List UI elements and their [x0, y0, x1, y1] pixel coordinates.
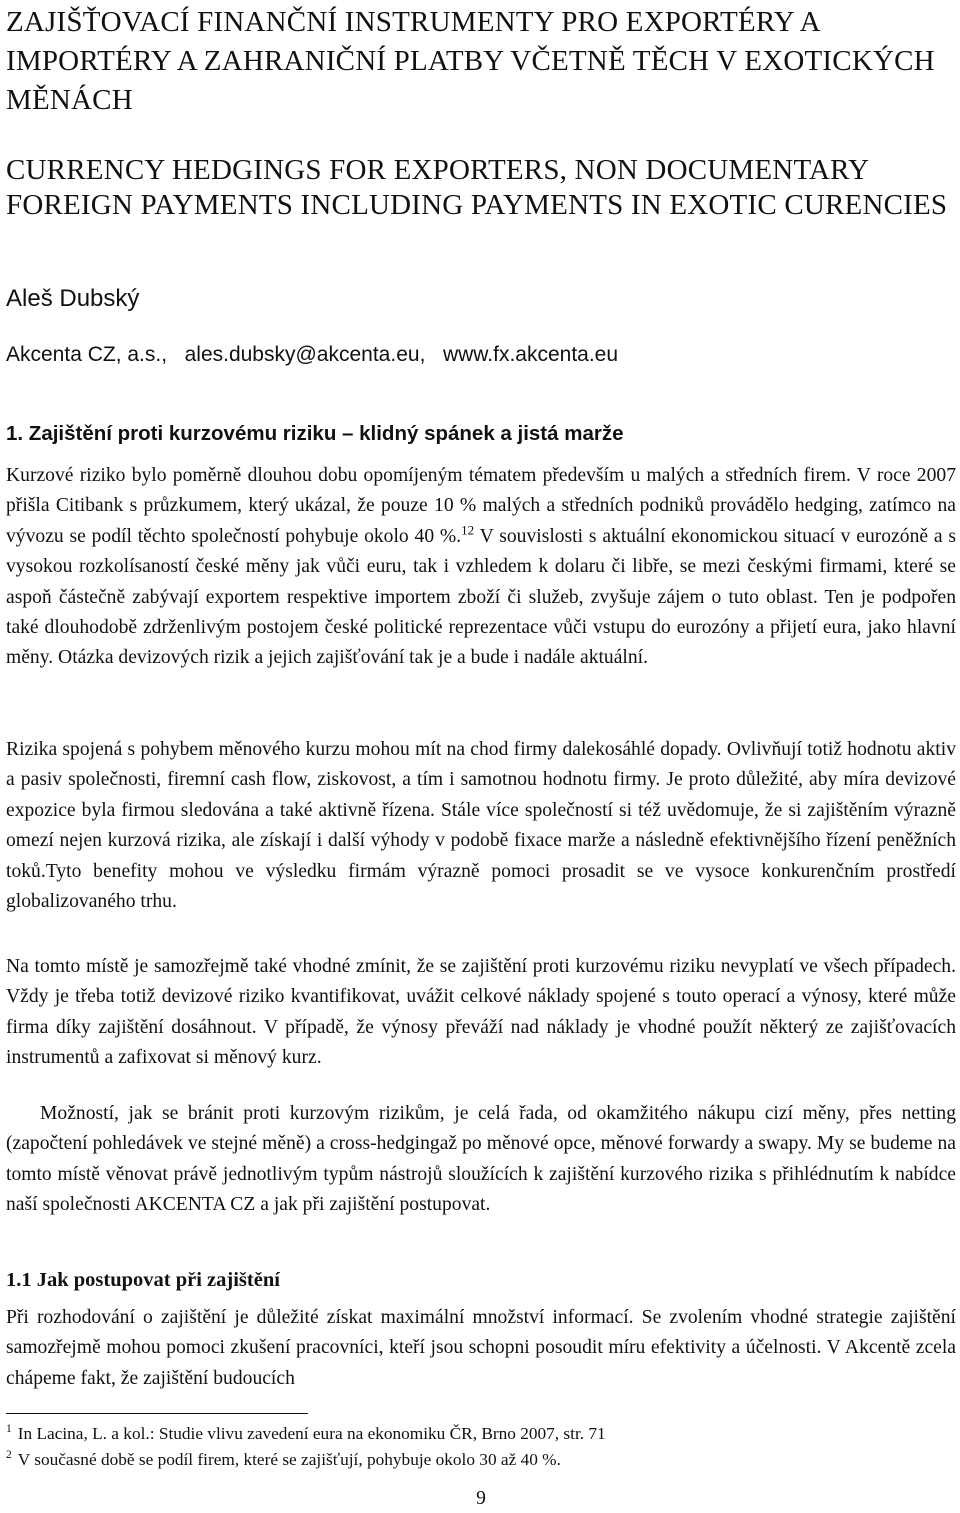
affiliation-company: Akcenta CZ, a.s., — [6, 343, 168, 366]
paragraph-1-text-a: Kurzové riziko bylo poměrně dlouhou dobu opomíjeným tématem především u malých a středních firem. V roce 2007 přišla Citibank s průzkumem, který ukázal, že pouze 10 % malých a středních podniků provádělo hedging, zatímco na vývozu se podíl těchto společností pohybuje okolo 40 %. — [6, 465, 956, 547]
section-1-paragraph-1 — [6, 461, 956, 674]
affiliation-separator: , — [419, 343, 426, 366]
paragraph-1-text-b: V souvislosti s aktuální ekonomickou situací v eurozóně a s vysokou rozkolísaností české měny jak vůči euru, tak i vzhledem k dolaru či libře, se mezi českými firmami, které se aspoň částečně zabývají exportem respektive importem zboží či služeb, zvyšuje zájem o tuto oblast. Ten je podpořen také dlouhodobě zdrženlivým postojem české politické reprezentace vůči vstupu do eurozóny a přijetí eura, jako hlavní měny. Otázka devizových rizik a jejich zajišťování tak je a bude i nadále aktuální. — [6, 525, 957, 669]
section-1-paragraph-2: Rizika spojená s pohybem měnového kurzu mohou mít na chod firmy dalekosáhlé dopady. Ovlivňují totiž hodnotu aktiv a pasiv společnosti, firemní cash flow, ziskovost, a tím i samotnou hodnotu firmy. Je proto důležité, aby míra devizové expozice byla firmou sledována a také aktivně řízena. Stále více společností si též uvědomuje, že si zajištěním výrazně omezí nejen kurzová rizika, ale získají i další výhody v podobě fixace marže a následně efektivnějšího řízení peněžních toků.Tyto benefity mohou ve výsledku firmám výrazně pomoci prosadit se ve vysoce konkurenčním prostředí globalizovaného trhu. — [6, 739, 956, 913]
affiliation-email: ales.dubsky@akcenta.eu — [184, 343, 420, 366]
affiliation-website: www.fx.akcenta.eu — [442, 343, 619, 366]
footnote-1 — [6, 1423, 606, 1445]
footnote-reference: 12 — [461, 522, 475, 538]
footnote-2-mark: 2 — [6, 1449, 12, 1462]
section-1-paragraph-4: Možností, jak se bránit proti kurzovým rizikům, je celá řada, od okamžitého nákupu cizí měny, přes netting (započtení pohledávek ve stejné měně) a cross-hedgingaž po měnové opce, měnové forwardy a swapy. My se budeme na tomto místě věnovat právě jednotlivým typům nástrojů sloužících k zajištění kurzového rizika s přihlédnutím k nabídce naší společnosti AKCENTA CZ a jak při zajištění postupovat. — [6, 1103, 956, 1216]
author-name: Aleš Dubský — [6, 285, 140, 312]
footnote-2-text: V současné době se podíl firem, které se zajišťují, pohybuje okolo 30 až 40 %. — [17, 1450, 561, 1469]
section-1-1-heading: 1.1 Jak postupovat při zajištění — [6, 1269, 280, 1291]
page-number: 9 — [476, 1488, 486, 1509]
title-english: CURRENCY HEDGINGS FOR EXPORTERS, NON DOCUMENTARY FOREIGN PAYMENTS INCLUDING PAYMENTS IN EXOTIC CURENCIES — [6, 154, 948, 221]
section-1-heading: 1. Zajištění proti kurzovému riziku – klidný spánek a jistá marže — [6, 422, 624, 445]
title-czech: ZAJIŠŤOVACÍ FINANČNÍ INSTRUMENTY PRO EXPORTÉRY A IMPORTÉRY A ZAHRANIČNÍ PLATBY VČETNĚ TĚCH V EXOTICKÝCH MĚNÁCH — [6, 6, 935, 116]
section-1-paragraph-3: Na tomto místě je samozřejmě také vhodné zmínit, že se zajištění proti kurzovému riziku nevyplatí ve všech případech. Vždy je třeba totiž devizové riziko kvantifikovat, uvážit celkové náklady spojené s touto operací a výnosy, které může firma díky zajištění dosáhnout. V případě, že výnosy převáží nad náklady je vhodné použít některý ze zajišťovacích instrumentů a zafixovat si měnový kurz. — [6, 956, 956, 1069]
footnote-1-mark: 1 — [6, 1423, 12, 1436]
footnote-1-text: In Lacina, L. a kol.: Studie vlivu zavedení eura na ekonomiku ČR, Brno 2007, str. 71 — [17, 1424, 606, 1443]
footnote-divider — [6, 1413, 308, 1414]
footnote-2 — [6, 1449, 561, 1471]
author-affiliation — [6, 340, 618, 370]
section-1-1-paragraph-1: Při rozhodování o zajištění je důležité získat maximální množství informací. Se zvolením vhodné strategie zajištění samozřejmě mohou pomoci zkušení pracovníci, kteří jsou schopni posoudit míru efektivity a účelnosti. V Akcentě zcela chápeme fakt, že zajištění budoucích — [6, 1307, 956, 1389]
document-page — [6, 0, 956, 1513]
